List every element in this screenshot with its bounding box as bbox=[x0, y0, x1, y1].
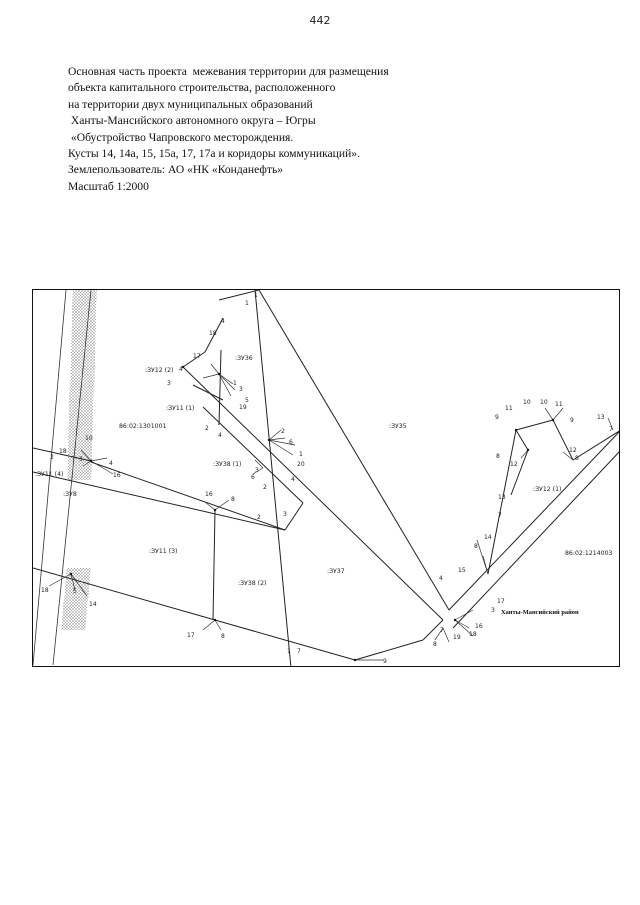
parcel-label: :ЗУ11 (3) bbox=[149, 548, 178, 555]
header-line: «Обустройство Чапровского месторождения. bbox=[68, 130, 294, 144]
point-label: 8 bbox=[496, 453, 500, 460]
point-label: 8 bbox=[433, 641, 437, 648]
point-label: 16 bbox=[475, 623, 483, 630]
header-line: Основная часть проекта межевания территории для размещения bbox=[68, 65, 389, 78]
point-label: 9 bbox=[495, 414, 499, 421]
point-label: 4 bbox=[218, 432, 222, 439]
corridor-line bbox=[183, 367, 443, 620]
point-label: 14 bbox=[89, 601, 97, 608]
point-label: 2 bbox=[281, 428, 285, 435]
point-label: 16 bbox=[113, 472, 121, 479]
point-label: 13 bbox=[498, 494, 506, 501]
point-label: 18 bbox=[41, 587, 49, 594]
point-label: 4 bbox=[291, 476, 295, 483]
corridor-line bbox=[259, 290, 449, 610]
corridor-line bbox=[203, 407, 303, 503]
point-label: 3 bbox=[79, 456, 83, 463]
point-label: 2 bbox=[50, 454, 54, 461]
point-label: 4 bbox=[179, 366, 183, 373]
parcel-label: :ЗУ12 (1) bbox=[533, 486, 562, 493]
point-label: 19 bbox=[453, 634, 461, 641]
point-label: 2 bbox=[205, 425, 209, 432]
parcel-label: :ЗУ35 bbox=[389, 423, 407, 430]
point-label: 7 bbox=[440, 627, 444, 634]
document-header bbox=[68, 64, 588, 195]
point-label: 1 bbox=[245, 300, 249, 307]
point-label: 17 bbox=[193, 353, 201, 360]
point-label: 13 bbox=[597, 414, 605, 421]
parcel-label: :ЗУ11 (4) bbox=[35, 471, 64, 478]
header-line: объекта капитального строительства, расположенного bbox=[68, 81, 336, 95]
corridor-line bbox=[255, 290, 291, 667]
point-label: 9 bbox=[383, 658, 387, 665]
point-label: 1 bbox=[287, 648, 291, 655]
pad-line bbox=[553, 420, 573, 460]
point-label: 8 bbox=[575, 455, 579, 462]
point-label: 19 bbox=[239, 404, 247, 411]
point-label: 3 bbox=[491, 607, 495, 614]
pad-line bbox=[219, 350, 221, 425]
point-label: 4 bbox=[109, 460, 113, 467]
point-label: 4 bbox=[439, 575, 443, 582]
point-label: 16 bbox=[205, 491, 213, 498]
map-canvas bbox=[33, 290, 620, 667]
point-label: 2 bbox=[257, 514, 261, 521]
point-label: 11 bbox=[505, 405, 513, 412]
pad-line bbox=[511, 450, 528, 495]
parcel-label: :ЗУ8 bbox=[63, 491, 77, 498]
point-label: 17 bbox=[187, 632, 195, 639]
point-label: 8 bbox=[231, 496, 235, 503]
parcel-label: :ЗУ36 bbox=[235, 355, 253, 362]
header-line: Масштаб 1:2000 bbox=[68, 179, 149, 193]
point-label: 12 bbox=[510, 461, 518, 468]
point-label: 6 bbox=[251, 474, 255, 481]
point-label: 1 bbox=[233, 380, 237, 387]
point-label: 20 bbox=[297, 461, 305, 468]
point-label: 1 bbox=[254, 292, 258, 299]
point-label: 14 bbox=[484, 534, 492, 541]
page-number: 442 bbox=[309, 14, 331, 27]
district-label: Ханты-Мансийский район bbox=[501, 609, 579, 616]
point-label: 7 bbox=[609, 426, 613, 433]
pad-line bbox=[516, 430, 528, 450]
cadastral-quarter-label: 86:02:1301001 bbox=[119, 423, 167, 430]
header-line: на территории двух муниципальных образований bbox=[68, 97, 313, 111]
point-label: 18 bbox=[59, 448, 67, 455]
pad-line bbox=[193, 385, 223, 400]
corridor-line bbox=[355, 640, 423, 660]
pad-line bbox=[213, 510, 215, 620]
cadastral-quarter-label: 86:02:1214003 bbox=[565, 550, 613, 557]
point-label: 8 bbox=[474, 543, 478, 550]
survey-map bbox=[32, 289, 620, 667]
parcel-label: :ЗУ38 (1) bbox=[213, 461, 242, 468]
point-label: 17 bbox=[497, 598, 505, 605]
parcel-label: :ЗУ37 bbox=[327, 568, 345, 575]
point-label: 2 bbox=[263, 484, 267, 491]
point-label: 6 bbox=[289, 439, 293, 446]
point-label: 4 bbox=[221, 318, 225, 325]
header-line: Кусты 14, 14а, 15, 15а, 17, 17а и коридоры коммуникаций». bbox=[68, 147, 360, 161]
corridor-line bbox=[449, 430, 620, 610]
point-label: 8 bbox=[221, 633, 225, 640]
corridor-line bbox=[33, 472, 285, 530]
pad-line bbox=[488, 430, 516, 574]
pad-line bbox=[516, 420, 553, 430]
point-label: 3 bbox=[255, 467, 259, 474]
point-label: 5 bbox=[73, 588, 77, 595]
point-label: 10 bbox=[523, 399, 531, 406]
band-label: 10 bbox=[85, 435, 93, 442]
point-label: 7 bbox=[297, 648, 301, 655]
corridor-line bbox=[219, 290, 259, 300]
header-line: Ханты-Мансийского автономного округа – Югры bbox=[68, 114, 316, 128]
parcel-label: :ЗУ38 (2) bbox=[238, 580, 267, 587]
corridor-line bbox=[285, 503, 303, 530]
point-label: 18 bbox=[469, 631, 477, 638]
point-label: 18 bbox=[209, 330, 217, 337]
point-label: 12 bbox=[569, 447, 577, 454]
point-label: 1 bbox=[299, 451, 303, 458]
point-label: 11 bbox=[555, 401, 563, 408]
parcel-label: :ЗУ11 (1) bbox=[166, 405, 195, 412]
point-label: 9 bbox=[570, 417, 574, 424]
point-label: 7 bbox=[498, 512, 502, 519]
point-label: 10 bbox=[540, 399, 548, 406]
point-label: 3 bbox=[239, 386, 243, 393]
point-label: 3 bbox=[283, 511, 287, 518]
point-label: 5 bbox=[245, 397, 249, 404]
point-label: 15 bbox=[458, 567, 466, 574]
header-line: Землепользователь: АО «НК «Конданефть» bbox=[68, 163, 284, 177]
parcel-label: :ЗУ12 (2) bbox=[145, 367, 174, 374]
point-label: 3 bbox=[167, 380, 171, 387]
corridor-line bbox=[453, 450, 620, 628]
